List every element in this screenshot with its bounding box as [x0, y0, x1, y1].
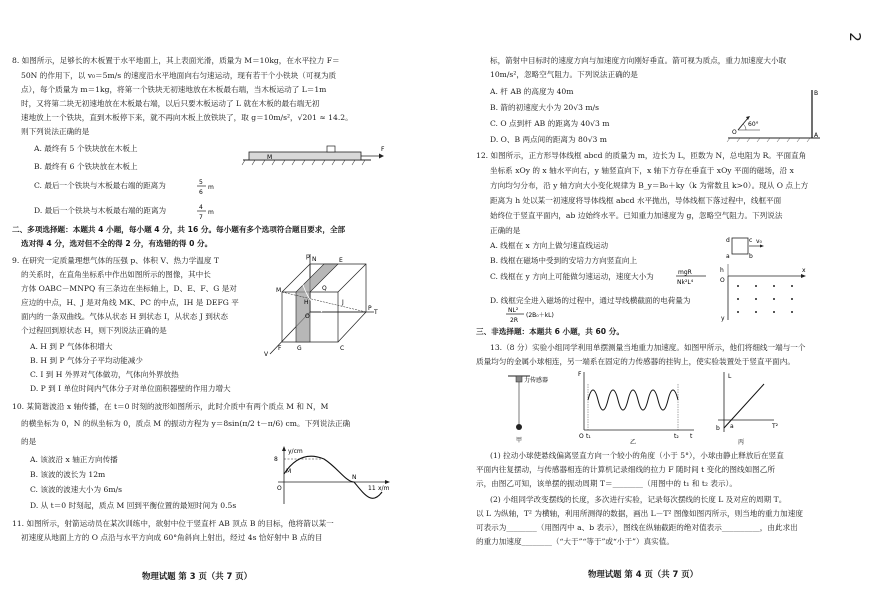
svg-text:V: V	[264, 351, 269, 358]
q12-line: 12. 如图所示，正方形导体线框 abcd 的质量为 m，边长为 L，匝数为 N，总电阻为 R。平面直角	[476, 151, 807, 160]
svg-text:O: O	[720, 277, 725, 284]
svg-text:h: h	[720, 267, 724, 274]
q9-line: 9. 在研究一定质量理想气体的压强 p、体积 V、热力学温度 T	[12, 256, 219, 265]
page-number: 2	[846, 32, 865, 42]
svg-text:T²: T²	[772, 423, 779, 430]
q10-line: 的是	[21, 437, 37, 446]
svg-text:m: m	[208, 209, 214, 216]
svg-text:(2B₀＋kL): (2B₀＋kL)	[526, 312, 554, 319]
svg-text:4: 4	[199, 204, 203, 211]
svg-text:2R: 2R	[510, 317, 518, 324]
q12-line: 正确的是	[490, 226, 521, 235]
q8-line: 8. 如图所示，足够长的木板置于水平地面上，其上表面光滑，质量为 M＝10kg，在水平拉力 F＝	[12, 56, 340, 65]
q11-option-c: C. O 点到杆 AB 的距离为 40√3 m	[490, 119, 610, 128]
svg-text:Nk²L⁴: Nk²L⁴	[677, 279, 694, 286]
svg-text:O: O	[277, 485, 282, 492]
svg-text:F: F	[381, 146, 385, 153]
q12-frame-figure	[718, 234, 808, 322]
svg-text:甲: 甲	[516, 437, 523, 444]
q10-option-a: A. 该波沿 x 轴正方向传播	[30, 455, 118, 464]
q8-line: 速地放上一个铁块，直到木板停下来，就不再向木板上放铁块了，取 g＝10m/s²，√201 ≈ 14.2。	[21, 113, 353, 122]
svg-text:力传感器: 力传感器	[524, 377, 549, 384]
q13-body-line: (2) 小组同学改变摆线的长度，多次进行实验，记录每次摆线的长度 L 及对应的周期 T。	[490, 495, 787, 504]
q11-cont-line: 标，箭射中目标时的速度方向与加速度方向刚好垂直。箭可视为质点，重力加速度大小取	[490, 56, 787, 65]
q13-body-line: 可表示为________（用图丙中 a、b 表示），图线在纵轴截距的绝对值表示__________，由此求出	[476, 523, 798, 532]
q9-option-d: D. P 到 I 单位时间内气体分子对单位面积器壁的作用力增大	[30, 384, 231, 393]
svg-text:L: L	[728, 373, 732, 380]
q9-line: 面内的一条双曲线。气体从状态 H 到状态 I，从状态 J 到状态	[21, 312, 228, 321]
q9-option-a: A. H 到 P 气体体积增大	[30, 342, 113, 351]
q8-line: 则下列说法正确的是	[21, 127, 90, 136]
svg-text:M: M	[267, 154, 273, 161]
q8-option-b: B. 最终有 6 个铁块放在木板上	[34, 162, 138, 171]
svg-text:t: t	[690, 433, 693, 440]
q9-option-c: C. I 到 H 外界对气体做功，气体向外界放热	[30, 370, 179, 379]
q12-line: 距离为 h 处以某一初速度将导体线框 abcd 水平抛出，导体线框下落过程中，线框平面	[490, 196, 782, 205]
q9-option-b: B. H 到 P 气体分子平均动能减少	[30, 356, 143, 365]
svg-text:11: 11	[368, 485, 376, 492]
q12-line: 始终位于竖直平面内，ab 边始终水平。已知重力加速度为 g，忽略空气阻力。下列说法	[490, 211, 783, 220]
svg-text:6: 6	[199, 189, 203, 196]
q9-cuboid-figure	[262, 252, 382, 362]
q10-option-c: C. 该波的波速大小为 6m/s	[30, 485, 123, 494]
q11-archery-figure	[720, 88, 830, 148]
svg-text:G: G	[297, 345, 302, 352]
q12-option-b: B. 线框在磁场中受到的安培力方向竖直向上	[490, 256, 638, 265]
q10-option-d: D. 从 t＝0 时刻起，质点 M 回到平衡位置的最短时间为 0.5s	[30, 501, 237, 510]
svg-text:M: M	[276, 287, 282, 294]
svg-text:J: J	[342, 299, 344, 306]
q13-line: 质量均匀的金属小球相连，另一端系在固定的力传感器的挂钩上，使实验装置处于竖直平面内。	[476, 357, 795, 366]
svg-text:a: a	[726, 253, 730, 260]
section-3-heading: 三、非选择题：本题共 6 小题，共 60 分。	[476, 327, 624, 336]
svg-text:O: O	[732, 129, 737, 136]
q8-line: 点），每个质量为 m＝1kg，将第一个铁块无初速地放在木板最右端，当木板运动了 L＝1m	[21, 85, 327, 94]
q11-option-a: A. 杆 AB 的高度为 40m	[490, 87, 574, 96]
q9-line: 应边的中点，H、J 是对角线 MK、PC 的中点，IH 是 DEFG 平	[21, 298, 239, 307]
fraction-5-6	[195, 176, 215, 198]
svg-text:c: c	[749, 237, 753, 244]
svg-text:B: B	[814, 90, 819, 97]
q12-option-d: D. 线框完全进入磁场的过程中，通过导线横截面的电荷量为	[490, 296, 691, 305]
q12-line: 方向均匀分布，沿 y 轴方向大小变化规律为 B_y＝B₀＋ky（k 为常数且 k>0）。现从 O 点上方	[490, 181, 809, 190]
q12-fraction-d	[504, 304, 564, 326]
section-2-heading-cont: 选对得 4 分，选对但不全的得 2 分，有选错的得 0 分。	[21, 239, 213, 248]
svg-text:y/cm: y/cm	[288, 448, 303, 455]
q10-option-b: B. 该波的波长为 12m	[30, 470, 106, 479]
svg-text:丙: 丙	[738, 439, 745, 446]
q11-option-b: B. 箭的初速度大小为 20√3 m/s	[490, 103, 599, 112]
svg-text:5: 5	[199, 179, 203, 186]
svg-text:N: N	[352, 474, 357, 481]
q13-line: 13.（8 分）实验小组同学利用单摆测量当地重力加速度。如图甲所示，他们将细线一端与一个	[490, 343, 806, 352]
svg-text:H: H	[304, 299, 309, 306]
q13-body-line: 以 L 为纵轴，T² 为横轴，利用所测得的数据，画出 L－T² 图像如图丙所示，则当地的重力加速度	[476, 509, 803, 518]
q11-option-d: D. O、B 两点间的距离为 80√3 m	[490, 135, 607, 144]
svg-text:O: O	[305, 313, 310, 320]
q12-option-a: A. 线框在 x 方向上做匀速直线运动	[490, 241, 609, 250]
svg-text:m: m	[208, 184, 214, 191]
q9-line: 个过程回到原状态 H，则下列说法正确的是	[21, 326, 167, 335]
svg-text:y: y	[721, 315, 725, 322]
q10-line: 10. 某简谐波沿 x 轴传播，在 t＝0 时刻的波形如图所示，此时介质中有两个质点 M 和 N，M	[12, 402, 329, 411]
svg-text:a: a	[730, 423, 734, 430]
q8-option-a: A. 最终有 5 个铁块放在木板上	[34, 144, 138, 153]
q10-wave-figure	[272, 446, 392, 506]
svg-text:b: b	[749, 253, 753, 260]
left-footer: 物理试题 第 3 页（共 7 页）	[142, 571, 252, 581]
q10-line: 的横坐标为 0，N 的纵坐标为 0，质点 M 的振动方程为 y＝8sin(π/2 t－π/6) cm。下列说法正确	[21, 419, 351, 428]
q8-line: 时，又将第二块无初速地放在木板最右端，以后只要木板运动了 L 就在木板的最右端无初	[21, 99, 320, 108]
svg-text:Q: Q	[322, 285, 327, 292]
q13-body-line: 示，由图乙可知，该单摆的振动周期 T＝________（用图中的 t₁ 和 t₂ 表示）。	[476, 479, 737, 488]
svg-text:7: 7	[199, 214, 203, 221]
section-2-heading: 二、多项选择题：本题共 4 小题，每小题 4 分，共 16 分。每小题有多个选项符合题目要求，全部	[12, 225, 346, 234]
svg-text:p: p	[306, 253, 310, 260]
svg-text:t₁: t₁	[586, 433, 591, 440]
right-page	[432, 0, 870, 614]
svg-text:d: d	[726, 237, 730, 244]
svg-text:8: 8	[274, 456, 278, 463]
q8-board-figure	[243, 140, 393, 170]
q13-figures	[502, 370, 832, 448]
svg-text:A: A	[814, 132, 819, 139]
q13-body-line: 的重力加速度________（“大于”“等于”或“小于”）真实值。	[476, 537, 674, 546]
svg-text:t₂: t₂	[674, 433, 679, 440]
svg-text:M: M	[286, 468, 292, 475]
svg-text:T: T	[374, 309, 378, 316]
q11-line: 初速度从地面上方的 O 点沿与水平方向成 60°角斜向上射出，经过 4s 恰好射中 B 点的目	[21, 533, 323, 542]
svg-text:mgR: mgR	[678, 269, 692, 276]
q12-option-c: C. 线框在 y 方向上可能做匀速运动，速度大小为	[490, 272, 654, 281]
q11-cont-line: 10m/s²，忽略空气阻力。下列说法正确的是	[490, 70, 638, 79]
q8-option-c: C. 最后一个铁块与木板最右端的距离为	[34, 181, 166, 190]
q8-option-d: D. 最后一个铁块与木板最右端的距离为	[34, 206, 167, 215]
svg-text:乙: 乙	[630, 439, 637, 446]
svg-text:b: b	[716, 425, 720, 432]
q9-line: 的关系时，在直角坐标系中作出如图所示的图像，其中长	[21, 270, 211, 279]
q9-line: 方体 OABC－MNPQ 有三条边在坐标轴上，D、E、F、G 是对	[21, 284, 237, 293]
q8-line: 50N 的作用下，以 v₀＝5m/s 的速度沿水平地面向右匀速运动，现有若干个小铁块（可视为质	[21, 71, 337, 80]
svg-text:C: C	[340, 345, 345, 352]
svg-text:F: F	[578, 371, 582, 378]
svg-text:P: P	[368, 305, 372, 312]
q13-body-line: 平面内往复摆动，与传感器相连的计算机记录细线的拉力 F 随时间 t 变化的图线如图乙所	[476, 465, 775, 474]
right-footer: 物理试题 第 4 页（共 7 页）	[588, 569, 698, 579]
q13-body-line: (1) 拉动小球使悬线偏离竖直方向一个较小的角度（小于 5°），小球由静止释放后在竖直	[490, 451, 784, 460]
svg-text:O: O	[579, 433, 584, 440]
svg-text:NL²: NL²	[508, 307, 519, 314]
svg-text:60°: 60°	[748, 121, 759, 128]
q11-line: 11. 如图所示，射箭运动员在某次训练中，欲射中位于竖直杆 AB 顶点 B 的目标，他将箭以某一	[12, 519, 334, 528]
svg-text:F: F	[278, 345, 282, 352]
q12-fraction-c	[674, 266, 710, 288]
svg-text:N: N	[312, 256, 317, 263]
fraction-4-7	[195, 201, 215, 223]
svg-text:E: E	[339, 257, 343, 264]
q12-line: 坐标系 xOy 的 x 轴水平向右，y 轴竖直向下，x 轴下方存在垂直于 xOy 平面的磁场，沿 x	[490, 166, 794, 175]
svg-text:x/m: x/m	[378, 485, 390, 492]
left-page	[0, 0, 432, 614]
svg-text:v₀: v₀	[756, 238, 762, 245]
svg-text:x: x	[802, 267, 806, 274]
